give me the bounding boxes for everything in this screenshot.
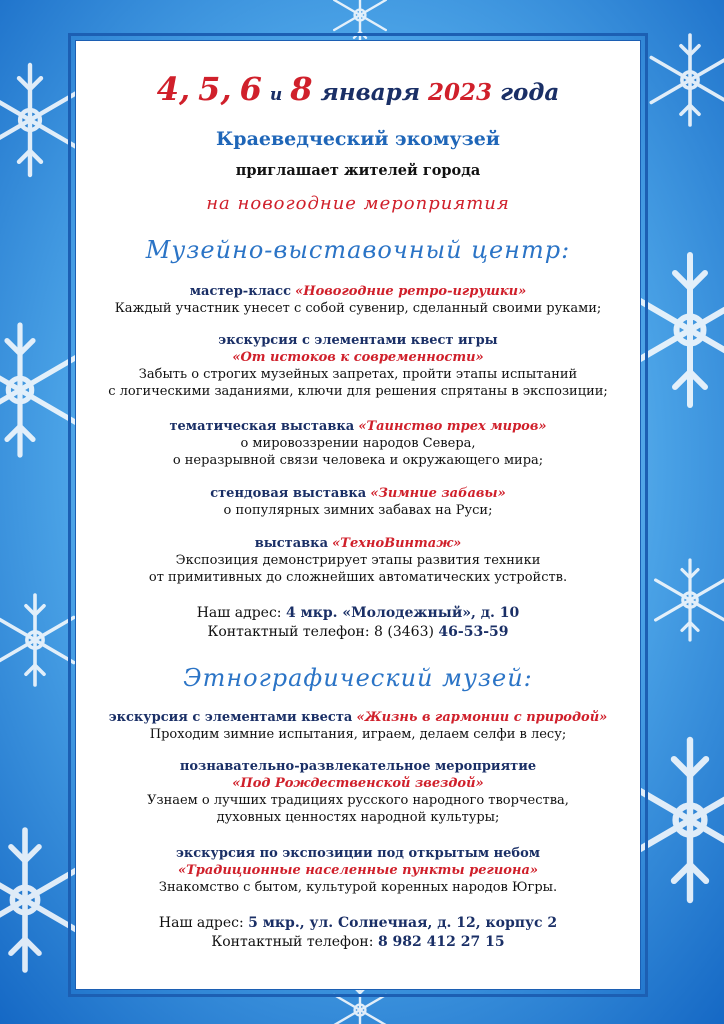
event-item: мастер-класс «Новогодние ретро-игрушки» Каждый участник унесет с собой сувенир, сделанный своими руками; [114,284,602,316]
section-heading-museum2: Этнографический музей: [183,664,533,692]
event-item: экскурсия с элементами квест игры «От истоков к современности» Забыть о строгих музейных запретах, пройти этапы испытаний с логическими заданиями, ключи для решения спрятаны в экспозиции; [108,333,608,399]
event-item: экскурсия с элементами квеста «Жизнь в гармонии с природой» Проходим зимние испытания, играем, делаем селфи в лесу; [108,710,608,742]
event-item: тематическая выставка «Таинство трех миров» о мировоззрении народов Севера, о неразрывной связи человека и окружающего мира; [169,419,547,468]
section-heading-museum1: Музейно-выставочный центр: [145,236,571,264]
events-heading: на новогодние мероприятия [206,193,510,214]
event-item: стендовая выставка «Зимние забавы» о популярных зимних забавах на Руси; [210,486,506,518]
page-subtitle: приглашает жителей города [235,162,481,179]
event-item: выставка «ТехноВинтаж» Экспозиция демонстрирует этапы развития техники от примитивных до сложнейших автоматических устройств. [148,536,568,585]
event-item: экскурсия по экспозиции под открытым небом «Традиционные населенные пункты региона» Знакомство с бытом, культурой коренных народов Югры. [158,846,558,895]
dates-heading: 4, 5, 6 и 8 января 2023 года [156,70,560,108]
event-item: познавательно-развлекательное мероприятие «Под Рождественской звездой» Узнаем о лучших традициях русского народного творчества, духовных ценностях народной культуры; [147,759,569,825]
address-block-museum1: Наш адрес: 4 мкр. «Молодежный», д. 10 Контактный телефон: 8 (3463) 46-53-59 [196,605,520,640]
address-block-museum2: Наш адрес: 5 мкр., ул. Солнечная, д. 12, корпус 2 Контактный телефон: 8 982 412 27 15 [158,915,558,950]
page-title: Краеведческий экомузей [216,128,500,150]
